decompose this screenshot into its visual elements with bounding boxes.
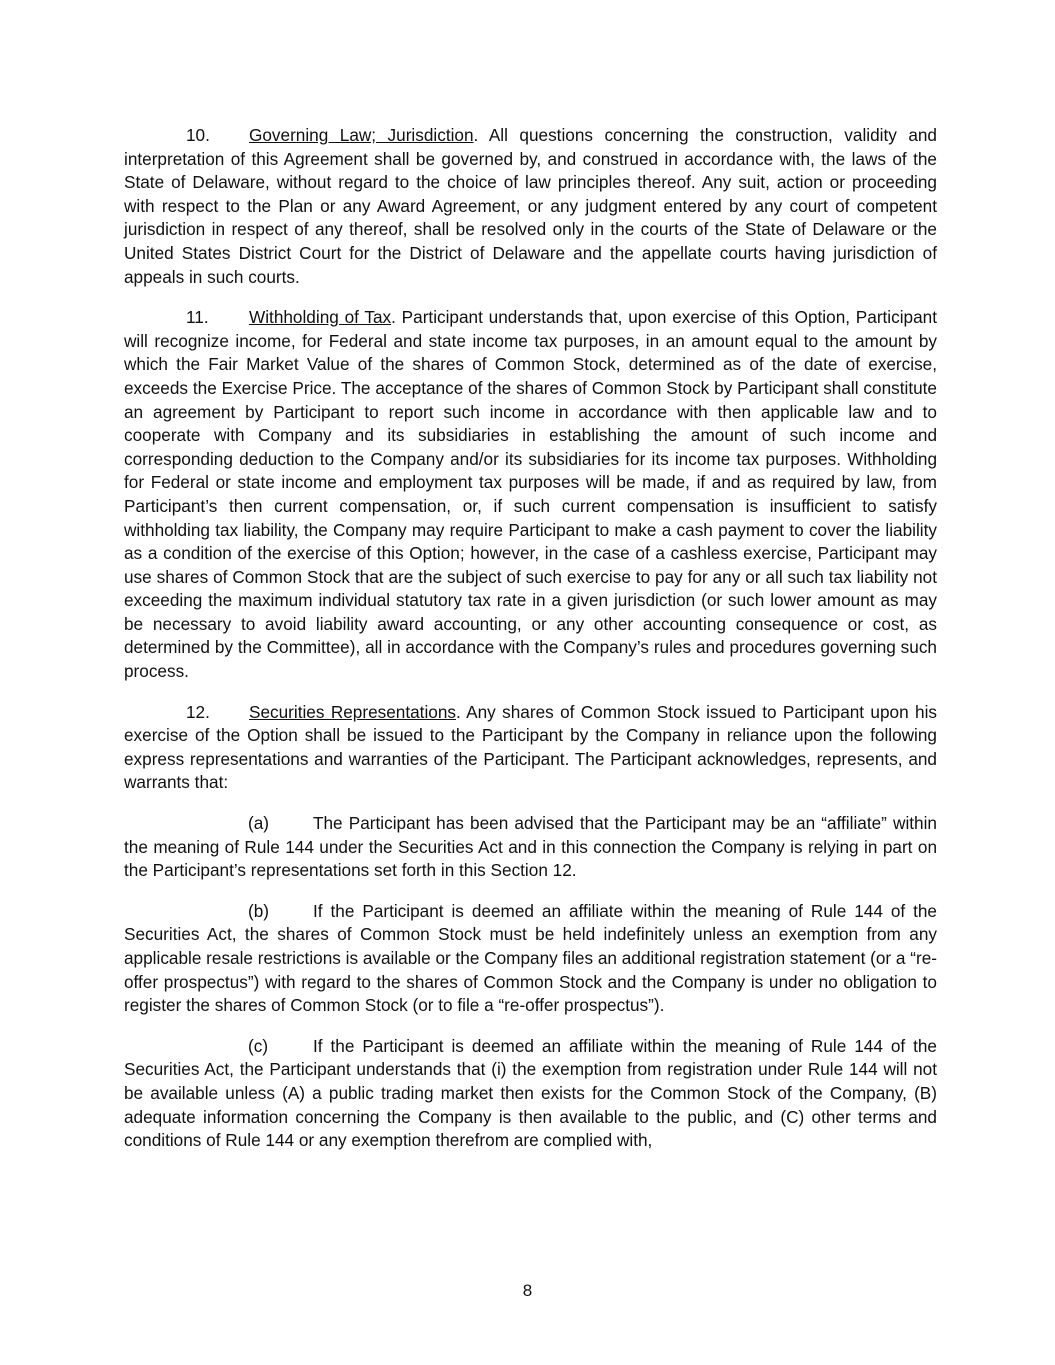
subsection-c: [124, 1035, 937, 1153]
section-body: . Participant understands that, upon exercise of this Option, Participant will recognize income, for Federal and state income tax purposes, in an amount equal to the amount by which the Fair Market Value of the shares of Common Stock, determined as of the date of exercise, exceeds the Exercise Price. The acceptance of the shares of Common Stock by Participant shall constitute an agreement by Participant to report such income in accordance with then applicable law and to cooperate with Company and its subsidiaries in establishing the amount of such income and corresponding deduction to the Company and/or its subsidiaries for its income tax purposes. Withholding for Federal or state income and employment tax purposes will be made, if and as required by law, from Participant’s then current compensation, or, if such current compensation is insufficient to satisfy withholding tax liability, the Company may require Participant to make a cash payment to cover the liability as a condition of the exercise of this Option; however, in the case of a cashless exercise, Participant may use shares of Common Stock that are the subject of such exercise to pay for any or all such tax liability not exceeding the maximum individual statutory tax rate in a given jurisdiction (or such lower amount as may be necessary to avoid liability award accounting, or any other accounting consequence or cost, as determined by the Committee), all in accordance with the Company’s rules and procedures governing such process.: [124, 307, 937, 682]
subsection-b: [124, 900, 937, 1018]
page-number: 8: [522, 1281, 533, 1300]
section-body: . Any shares of Common Stock issued to Participant upon his exercise of the Option shall be issued to the Participant by the Company in reliance upon the following express representations and warranties of the Participant. The Participant acknowledges, represents, and warrants that:: [124, 701, 937, 793]
section-number: 11.: [186, 307, 209, 328]
subsection-label: (a): [248, 813, 270, 834]
section-heading: Governing Law; Jurisdiction: [249, 125, 474, 145]
section-heading: Securities Representations: [249, 701, 456, 722]
section-10: [124, 124, 937, 289]
subsection-text: If the Participant is deemed an affiliate within the meaning of Rule 144 of the Securities Act, the Participant understands that (i) the exemption from registration under Rule 144 will not be available unless (A) a public trading market then exists for the Common Stock of the Company, (B) adequate information concerning the Company is then available to the public, and (C) other terms and conditions of Rule 144 or any exemption therefrom are complied with,: [124, 1035, 937, 1151]
subsection-a: [124, 812, 937, 883]
subsection-label: (b): [248, 900, 270, 921]
subsection-text: If the Participant is deemed an affiliate within the meaning of Rule 144 of the Securities Act, the shares of Common Stock must be held indefinitely unless an exemption from any applicable resale restrictions is available or the Company files an additional registration statement (or a “re-offer prospectus”) with regard to the shares of Common Stock and the Company is under no obligation to register the shares of Common Stock (or to file a “re-offer prospectus”).: [124, 900, 937, 1016]
section-heading: Withholding of Tax: [249, 307, 392, 328]
section-number: 10.: [186, 125, 210, 145]
document-page: [124, 124, 937, 1170]
section-11: [124, 306, 937, 684]
section-number: 12.: [186, 701, 210, 722]
subsection-label: (c): [248, 1035, 269, 1056]
section-body: . All questions concerning the construction, validity and interpretation of this Agreement shall be governed by, and construed in accordance with, the laws of the State of Delaware, without regard to the choice of law principles thereof. Any suit, action or proceeding with respect to the Plan or any Award Agreement, or any judgment entered by any court of competent jurisdiction in respect of any thereof, shall be resolved only in the courts of the State of Delaware or the United States District Court for the District of Delaware and the appellate courts having jurisdiction of appeals in such courts.: [124, 125, 937, 287]
section-12: [124, 701, 937, 795]
subsection-text: The Participant has been advised that the Participant may be an “affiliate” within the meaning of Rule 144 under the Securities Act and in this connection the Company is relying in part on the Participant’s representations set forth in this Section 12.: [124, 813, 937, 881]
